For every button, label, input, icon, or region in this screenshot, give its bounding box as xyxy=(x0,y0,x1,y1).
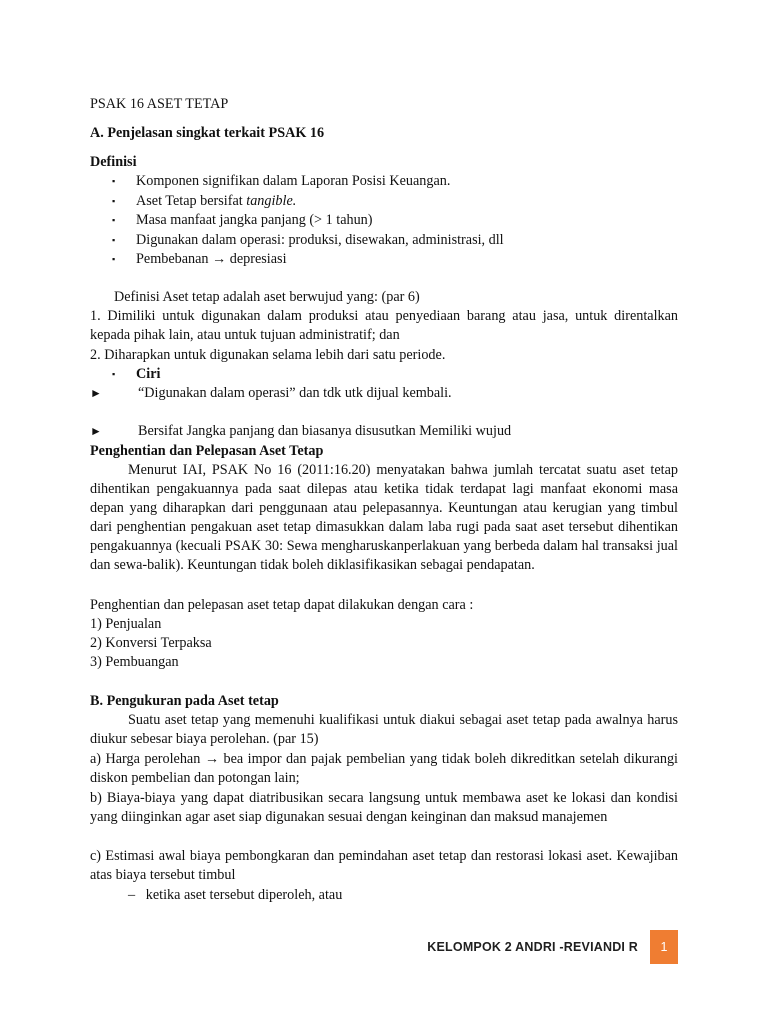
disposal-way-1: 1) Penjualan xyxy=(90,616,162,632)
tangible-word: tangible. xyxy=(246,192,297,209)
penghentian-intro: Penghentian dan pelepasan aset tetap dapat dilakukan dengan cara : xyxy=(90,597,474,613)
arrow-icon: → xyxy=(204,751,219,767)
definition-line: Definisi Aset tetap adalah aset berwujud yang: (par 6) xyxy=(114,289,420,305)
list-item: ▪ Aset Tetap bersifat tangible. xyxy=(112,192,297,209)
page-number: 1 xyxy=(650,930,678,964)
definition-point-1: 1. Dimiliki untuk digunakan dalam produksi atau penyediaan barang atau jasa, untuk direntalkan kepada pihak lain, atau untuk tujuan administratif; dan xyxy=(90,308,678,343)
triangle-pointer-icon: ► xyxy=(90,424,102,438)
measurement-item-b: b) Biaya-biaya yang dapat diatribusikan secara langsung untuk membawa aset ke lokasi dan kondisi yang diinginkan agar aset siap digunakan sesuai dengan keinginan dan maksud manajemen xyxy=(90,790,678,825)
disposal-way-2: 2) Konversi Terpaksa xyxy=(90,635,212,651)
dash-marker: – xyxy=(128,887,136,903)
bullet-marker: ▪ xyxy=(112,195,116,206)
list-item xyxy=(90,365,678,385)
definisi-bullet-list xyxy=(90,172,678,270)
section-b-heading: B. Pengukuran pada Aset tetap xyxy=(90,693,279,709)
definition-point-2: 2. Diharapkan untuk digunakan selama lebih dari satu periode. xyxy=(90,347,446,363)
dash-item: – ketika aset tersebut diperoleh, atau xyxy=(128,887,343,903)
document-title: PSAK 16 ASET TETAP xyxy=(90,96,229,112)
list-item: ▪ Digunakan dalam operasi: produksi, disewakan, administrasi, dll xyxy=(112,231,504,248)
bullet-marker: ▪ xyxy=(112,215,116,225)
list-item: ▪ Masa manfaat jangka panjang (> 1 tahun) xyxy=(112,212,373,228)
definisi-label: Definisi xyxy=(90,154,137,170)
measurement-item-c: c) Estimasi awal biaya pembongkaran dan pemindahan aset tetap dan restorasi lokasi aset. Kewajiban atas biaya tersebut timbul xyxy=(90,848,678,883)
list-item: ▪ Pembebanan → depresiasi xyxy=(112,251,287,267)
ciri-item: ► “Digunakan dalam operasi” dan tdk utk dijual kembali. xyxy=(90,385,452,401)
section-b-paragraph: Suatu aset tetap yang memenuhi kualifikasi untuk diakui sebagai aset tetap pada awalnya harus diukur sebesar biaya perolehan. (par 15) xyxy=(90,712,678,747)
document-page xyxy=(90,0,679,903)
bullet-marker: ▪ xyxy=(112,369,116,379)
page-footer xyxy=(427,930,678,962)
penghentian-paragraph: Menurut IAI, PSAK No 16 (2011:16.20) menyatakan bahwa jumlah tercatat suatu aset tetap dihentikan pengakuannya pada saat dilepas atau ketika tidak terdapat lagi manfaat ekonomi masa depan yang diharapkan dari penggunaan atau pelepasannya. Keuntungan atau kerugian yang timbul dari penghentian pengakuan aset tetap dimasukkan dalam laba rugi pada saat aset tersebut dihentikan pengakuannya (kecuali PSAK 30: Sewa mengharuskanperlakuan yang berbeda dalam hal transaksi jual dan sewa-balik). Keuntungan tidak boleh diklasifikasikan sebagai pendapatan. xyxy=(90,462,678,573)
bullet-marker: ▪ xyxy=(112,176,116,186)
bullet-marker: ▪ xyxy=(112,254,116,264)
ciri-item: ► Bersifat Jangka panjang dan biasanya disusutkan Memiliki wujud xyxy=(90,423,512,439)
bullet-marker: ▪ xyxy=(112,234,116,245)
measurement-item-a: a) Harga perolehan → bea impor dan pajak pembelian yang tidak boleh dikreditkan setelah dikurangi diskon pembelian dan potongan lain; xyxy=(90,751,679,786)
penghentian-heading: Penghentian dan Pelepasan Aset Tetap xyxy=(90,443,324,459)
list-item: ▪ Komponen signifikan dalam Laporan Posisi Keuangan. xyxy=(112,173,451,189)
ciri-label: Ciri xyxy=(136,366,161,382)
ciri-list xyxy=(90,365,678,385)
section-a-heading: A. Penjelasan singkat terkait PSAK 16 xyxy=(90,125,325,141)
triangle-pointer-icon: ► xyxy=(90,386,102,400)
arrow-icon: → xyxy=(212,251,227,267)
footer-label: KELOMPOK 2 ANDRI -REVIANDI R xyxy=(427,940,638,954)
disposal-way-3: 3) Pembuangan xyxy=(90,654,179,670)
